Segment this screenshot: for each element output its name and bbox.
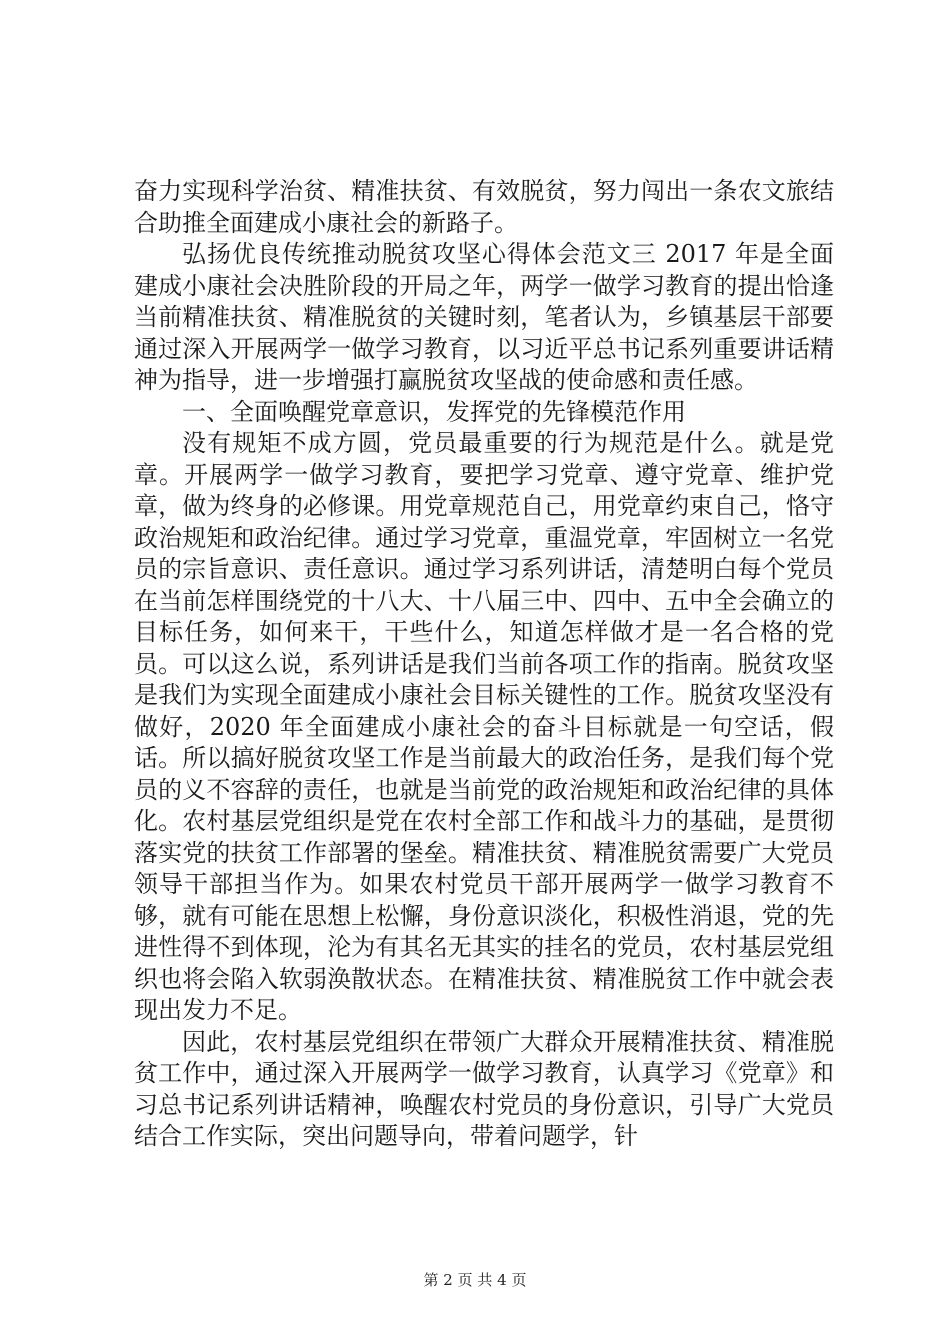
page-footer: 第 2 页 共 4 页 xyxy=(423,1271,527,1289)
paragraph-body: 没有规矩不成方圆，党员最重要的行为规范是什么。就是党章。开展两学一做学习教育，要把学习党章、遵守党章、维护党章，做为终身的必修课。用党章规范自己，用党章约束自己，恪守政治规矩和政治纪律。通过学习党章，重温党章，牢固树立一名党员的宗旨意识、责任意识。通过学习系列讲话，清楚明白每个党员在当前怎样围绕党的十八大、十八届三中、四中、五中全会确立的目标任务，如何来干，干些什么，知道怎样做才是一名合格的党员。可以这么说，系列讲话是我们当前各项工作的指南。脱贫攻坚是我们为实现全面建成小康社会目标关键性的工作。脱贫攻坚没有做好，2020 年全面建成小康社会的奋斗目标就是一句空话，假话。所以搞好脱贫攻坚工作是当前最大的政治任务，是我们每个党员的义不容辞的责任，也就是当前党的政治规矩和政治纪律的具体化。农村基层党组织是党在农村全部工作和战斗力的基础，是贯彻落实党的扶贫工作部署的堡垒。精准扶贫、精准脱贫需要广大党员领导干部担当作为。如果农村党员干部开展两学一做学习教育不够，就有可能在思想上松懈，身份意识淡化，积极性消退，党的先进性得不到体现，沦为有其名无其实的挂名的党员，农村基层党组织也将会陷入软弱涣散状态。在精准扶贫、精准脱贫工作中就会表现出发力不足。 xyxy=(134,429,834,1024)
paragraph-body: 因此，农村基层党组织在带领广大群众开展精准扶贫、精准脱贫工作中，通过深入开展两学一做学习教育，认真学习《党章》和习总书记系列讲话精神，唤醒农村党员的身份意识，引导广大党员结合工作实际，突出问题导向，带着问题学，针 xyxy=(134,1027,834,1150)
paragraph-continuation: 奋力实现科学治贫、精准扶贫、有效脱贫，努力闯出一条农文旅结合助推全面建成小康社会的新路子。 xyxy=(134,177,834,237)
document-body xyxy=(134,176,834,1153)
paragraph-intro: 弘扬优良传统推动脱贫攻坚心得体会范文三 2017 年是全面建成小康社会决胜阶段的开局之年，两学一做学习教育的提出恰逢当前精准扶贫、精准脱贫的关键时刻，笔者认为，乡镇基层干部要通过深入开展两学一做学习教育，以习近平总书记系列重要讲话精神为指导，进一步增强打赢脱贫攻坚战的使命感和责任感。 xyxy=(134,240,834,394)
section-heading: 一、全面唤醒党章意识，发挥党的先锋模范作用 xyxy=(182,397,686,426)
